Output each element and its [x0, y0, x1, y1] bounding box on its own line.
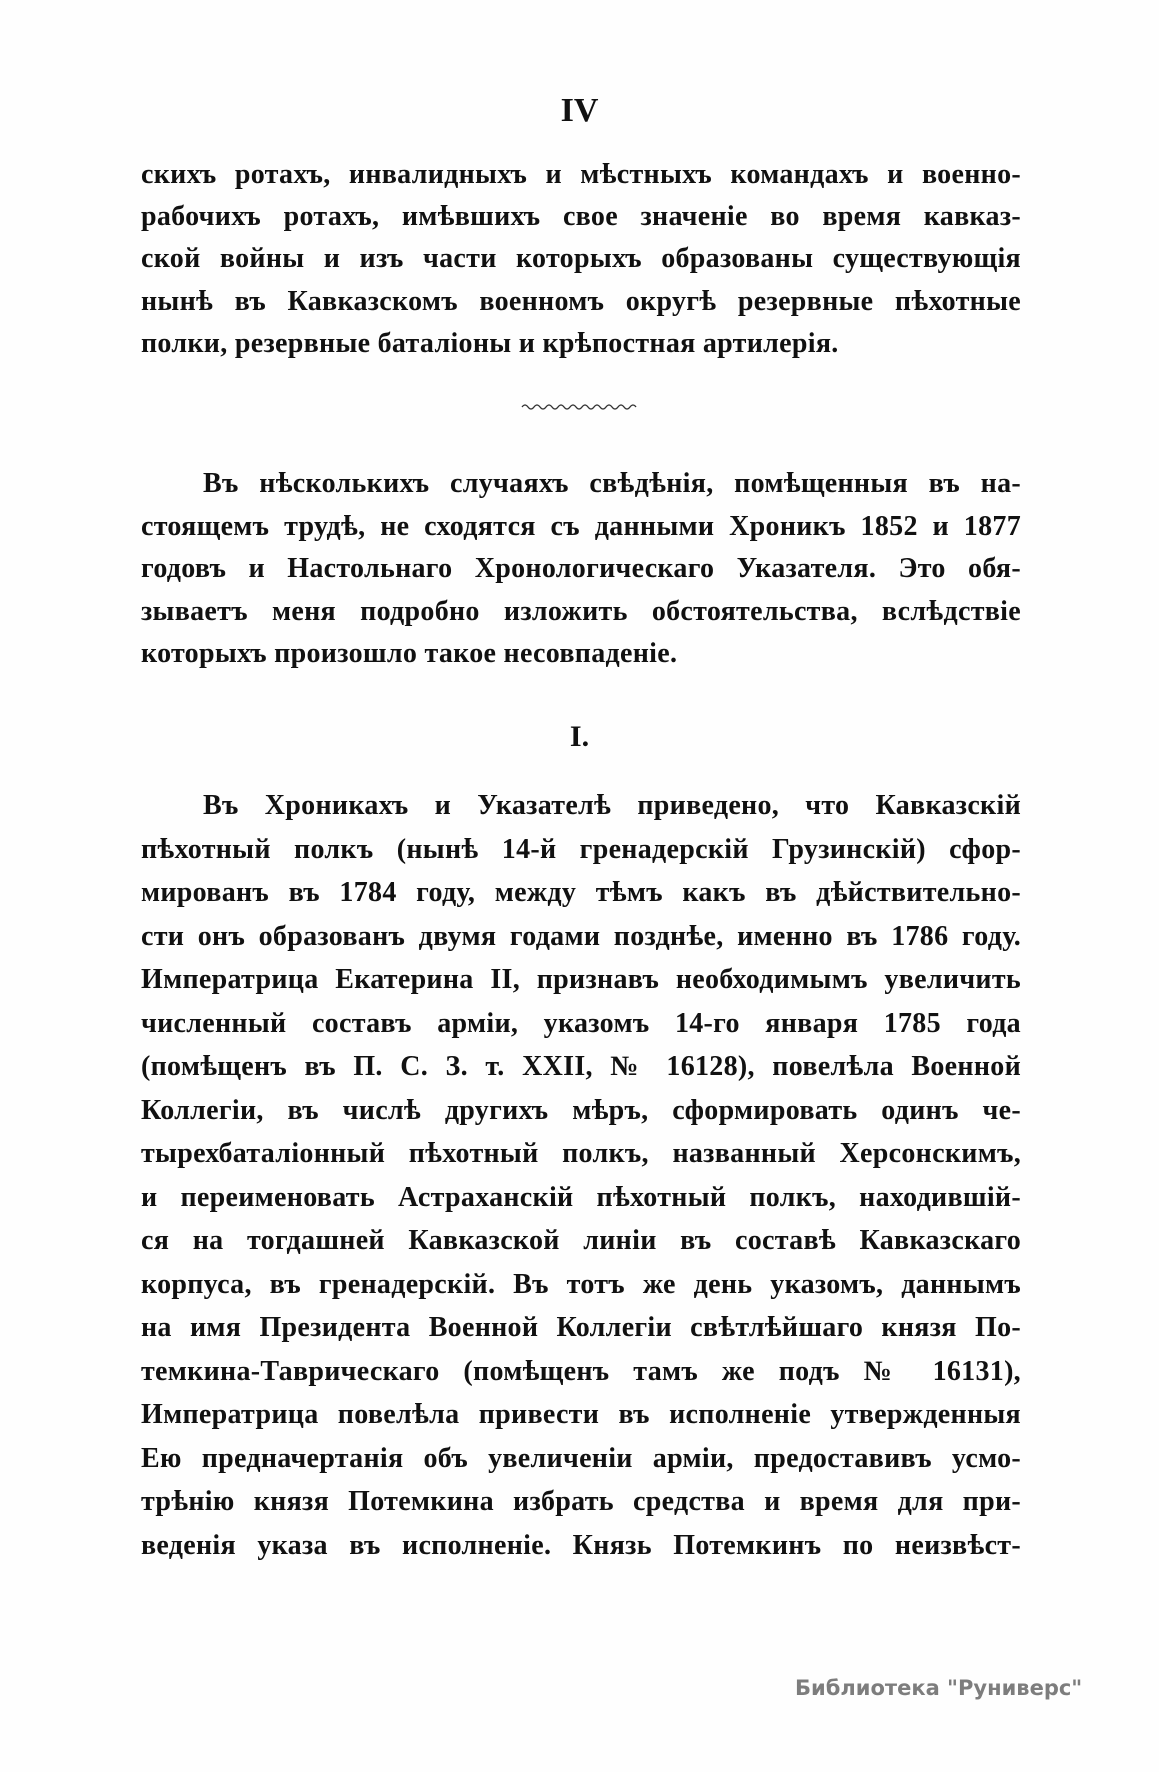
text-line: ся на тогдашней Кавказской линіи въ составѣ Кавказскаго	[141, 1225, 1021, 1256]
library-watermark: Библиотека "Руниверс"	[795, 1676, 1083, 1700]
text-line: ской войны и изъ части которыхъ образованы существующія	[141, 243, 1021, 275]
text-line: на имя Президента Военной Коллегіи свѣтлѣйшаго князя По-	[141, 1312, 1021, 1343]
text-line: Императрица повелѣла привести въ исполненіе утвержденныя	[141, 1399, 1021, 1430]
text-line: стоящемъ трудѣ, не сходятся съ данными Хроникъ 1852 и 1877	[141, 510, 1021, 542]
text-line: численный составъ арміи, указомъ 14-го января 1785 года	[141, 1007, 1021, 1039]
section-heading: I.	[569, 720, 590, 753]
text-line: пѣхотный полкъ (нынѣ 14-й гренадерскій Грузинскій) сфор-	[141, 833, 1021, 865]
text-line: трѣнію князя Потемкина избрать средства и время для при-	[141, 1486, 1021, 1517]
page-number: IV	[560, 92, 599, 129]
text-line: Въ нѣсколькихъ случаяхъ свѣдѣнія, помѣщенныя въ на-	[203, 468, 1021, 499]
text-line: Въ Хроникахъ и Указателѣ приведено, что Кавказскій	[203, 790, 1021, 821]
text-line: тырехбаталіонный пѣхотный полкъ, названный Херсонскимъ,	[141, 1138, 1021, 1169]
text-line: и переименовать Астраханскій пѣхотный полкъ, находившій-	[141, 1181, 1021, 1213]
text-line: Ею предначертанія объ увеличеніи арміи, предоставивъ усмо-	[141, 1442, 1021, 1474]
text-line: Коллегіи, въ числѣ другихъ мѣръ, сформировать одинъ че-	[141, 1094, 1021, 1126]
text-line: нынѣ въ Кавказскомъ военномъ округѣ резервные пѣхотные	[141, 285, 1021, 317]
text-line: сти онъ образованъ двумя годами позднѣе, именно въ 1786 году.	[141, 920, 1021, 952]
text-line: рабочихъ ротахъ, имѣвшихъ свое значеніе во время кавказ-	[141, 201, 1021, 233]
text-line: веденія указа въ исполненіе. Князь Потемкинъ по неизвѣст-	[141, 1529, 1021, 1561]
text-line: зываетъ меня подробно изложить обстоятельства, вслѣдствіе	[141, 595, 1021, 627]
tilde-ornament-divider	[0, 400, 1159, 419]
text-line: темкина-Таврическаго (помѣщенъ тамъ же подъ № 16131),	[141, 1355, 1021, 1387]
text-line: которыхъ произошло такое несовпаденіе.	[141, 638, 678, 669]
text-line: годовъ и Настольнаго Хронологическаго Указателя. Это обя-	[141, 553, 1021, 584]
text-line: мированъ въ 1784 году, между тѣмъ какъ въ дѣйствительно-	[141, 877, 1021, 908]
text-line: (помѣщенъ въ П. С. З. т. XXII, № 16128), повелѣла Военной	[141, 1051, 1021, 1082]
text-line: полки, резервные баталіоны и крѣпостная артилерія.	[141, 327, 839, 359]
text-line: скихъ ротахъ, инвалидныхъ и мѣстныхъ командахъ и военно-	[141, 159, 1021, 190]
text-line: Императрица Екатерина II, признавъ необходимымъ увеличить	[141, 964, 1021, 995]
text-line: корпуса, въ гренадерскій. Въ тотъ же день указомъ, даннымъ	[141, 1268, 1021, 1300]
